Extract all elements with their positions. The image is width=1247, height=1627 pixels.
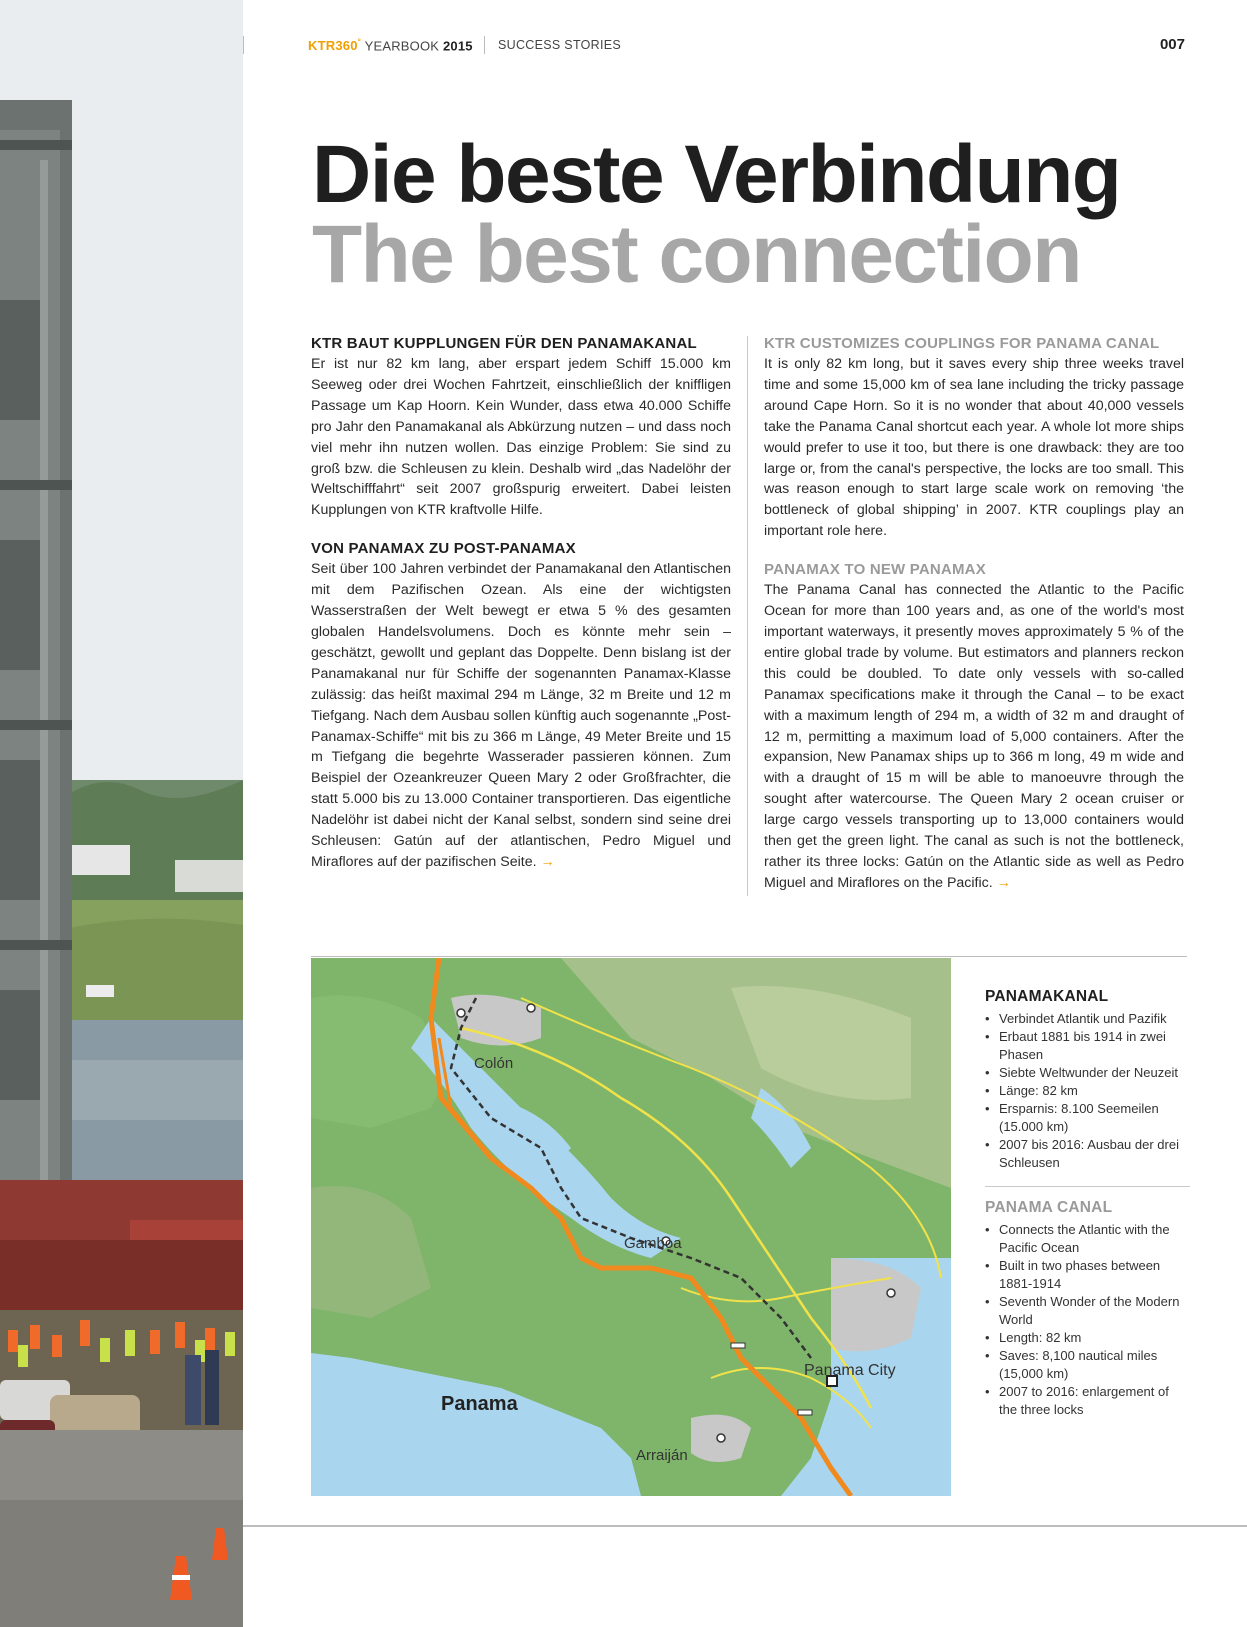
english-heading-2: PANAMAX TO NEW PANAMAX xyxy=(764,561,986,579)
german-paragraph-2: Seit über 100 Jahren verbindet der Panamakanal den Atlantischen mit dem Pazifischen Ozean. Als eine der wichtigsten Wasserstraßen der Welt bewegt er etwa 5 % des gesamten globalen Handelsvolumens. Doch es könnte mehr sein – geschätzt, gewollt und geplant das Doppelte. Denn bislang ist der Panamakanal nur für Schiffe der sogenannten Panamax-Klasse zulässig: das heißt maximal 294 m Länge, 32 m Breite und 12 m Tiefgang. Nach dem Ausbau sollen künftig auch sogenannte „Post-Panamax-Schiffe“ mit bis zu 366 m Länge, 49 Meter Breite und 15 m Tiefgang die begehrte Wasserader passieren können. Zum Beispiel der Ozeankreuzer Queen Mary 2 oder Großfrachter, die statt 5.000 bis zu 13.000 Container transportieren. Das eigentliche Nadelöhr ist dabei nicht der Kanal selbst, sondern sind seine drei Schleusen: Gatún auf der atlantischen, Pedro Miguel und Miraflores auf der pazifischen Seite. xyxy=(311,561,731,870)
brand-degree: ° xyxy=(357,38,362,47)
map-city-dot-colon xyxy=(457,1009,465,1017)
cover-photo xyxy=(0,0,243,1627)
page-number: 007 xyxy=(1159,36,1185,53)
english-paragraph-1: It is only 82 km long, but it saves every ship three weeks travel time and some 15,000 km of sea lane including the tricky passage around Cape Horn. So it is no wonder that about 40,000 vessels take the Panama Canal shortcut each year. A whole lot more ships would prefer to use it too, but there is one drawback: they are too large or, from the canal's perspective, the locks are too small. This was reason enough to start large scale work on removing ‘the bottleneck of global shipping’ in 2007. KTR couplings play an important role here. xyxy=(764,356,1184,540)
facts-sidebar xyxy=(985,988,1190,1419)
german-column xyxy=(311,334,731,873)
yearbook-brand xyxy=(308,38,473,53)
map-label-colon: Colón xyxy=(474,1055,514,1072)
map-label-arraijan: Arraiján xyxy=(636,1447,688,1464)
german-paragraph-2-wrap xyxy=(311,559,731,873)
list-item: • Connects the Atlantic with the Pacific Ocean xyxy=(985,1221,1190,1257)
map-lock-pedro-miguel xyxy=(731,1343,745,1348)
list-item: • Ersparnis: 8.100 Seemeilen (15.000 km) xyxy=(985,1100,1190,1136)
brand-year: 2015 xyxy=(443,38,473,54)
title-english: The best connection xyxy=(312,209,1081,300)
construction-site-illustration xyxy=(0,0,243,1627)
list-item: • Length: 82 km xyxy=(985,1329,1190,1347)
facts-list-german xyxy=(985,1010,1190,1172)
column-divider xyxy=(747,336,748,896)
list-item: • Siebte Weltwunder der Neuzeit xyxy=(985,1064,1190,1082)
english-paragraph-2-wrap xyxy=(764,580,1184,894)
map-label-panama: Panama xyxy=(441,1393,518,1415)
list-item: • Saves: 8,100 nautical miles (15,000 km) xyxy=(985,1347,1190,1383)
facts-list-english xyxy=(985,1221,1190,1419)
continue-arrow-icon[interactable]: → xyxy=(540,853,555,870)
facts-title-english: PANAMA CANAL xyxy=(985,1199,1113,1216)
panama-canal-map xyxy=(311,958,951,1496)
brand-ktr: KTR xyxy=(308,38,336,54)
brand-label: YEARBOOK xyxy=(364,38,440,54)
map-city-dot xyxy=(887,1289,895,1297)
list-item: • 2007 to 2016: enlargement of the three locks xyxy=(985,1383,1190,1419)
german-heading-1: KTR BAUT KUPPLUNGEN FÜR DEN PANAMAKANAL xyxy=(311,335,697,352)
header-divider xyxy=(484,36,485,54)
map-label-gamboa: Gamboa xyxy=(624,1235,682,1252)
english-column xyxy=(764,334,1184,894)
header-divider-left xyxy=(243,36,244,54)
section-label: SUCCESS STORIES xyxy=(498,38,622,52)
english-heading-1: KTR CUSTOMIZES COUPLINGS FOR PANAMA CANAL xyxy=(764,335,1160,352)
map-city-dot-arraijan xyxy=(717,1434,725,1442)
page-header xyxy=(243,0,1247,80)
facts-title-german: PANAMAKANAL xyxy=(985,988,1109,1005)
list-item: • Verbindet Atlantik und Pazifik xyxy=(985,1010,1190,1028)
list-item: • Built in two phases between 1881-1914 xyxy=(985,1257,1190,1293)
continue-arrow-icon[interactable]: → xyxy=(996,874,1011,891)
facts-divider xyxy=(985,1186,1190,1187)
map-label-panama-city: Panama City xyxy=(804,1362,896,1379)
list-item: • Länge: 82 km xyxy=(985,1082,1190,1100)
german-paragraph-1: Er ist nur 82 km lang, aber erspart jedem Schiff 15.000 km Seeweg oder drei Wochen Fahrtzeit, einschließlich der kniffligen Passage um Kap Hoorn. Kein Wunder, dass etwa 40.000 Schiffe pro Jahr den Panamakanal als Abkürzung nutzen – und dass noch viel mehr ihn nutzen wollen. Das einzige Problem: Sie sind zu groß bzw. die Schleusen zu klein. Deshalb wird „das Nadelöhr der Weltschifffahrt“ seit 2007 großspurig erweitert. Dabei leisten Kupplungen von KTR kraftvolle Hilfe. xyxy=(311,356,731,519)
list-item: • Erbaut 1881 bis 1914 in zwei Phasen xyxy=(985,1028,1190,1064)
map-city-dot xyxy=(527,1004,535,1012)
list-item: • Seventh Wonder of the Modern World xyxy=(985,1293,1190,1329)
map-lock-miraflores xyxy=(798,1410,812,1415)
brand-360: 360 xyxy=(335,38,358,54)
list-item: • 2007 bis 2016: Ausbau der drei Schleusen xyxy=(985,1136,1190,1172)
page-bottom-rule xyxy=(243,1525,1247,1527)
title-german: Die beste Verbindung xyxy=(312,129,1121,220)
map-top-rule xyxy=(311,956,1187,957)
map-illustration xyxy=(311,958,951,1496)
english-paragraph-2: The Panama Canal has connected the Atlantic to the Pacific Ocean for more than 100 years and, as one of the world's most important waterways, it presently moves approximately 5 % of the entire global trade by volume. But estimators and planners reckon this could be doubled. To date only vessels with so-called Panamax specifications make it through the Canal – to be exact with a maximum length of 294 m, a width of 32 m and draught of 12 m, permitting a maximum load of 5,000 containers. After the expansion, New Panamax ships up to 366 m long, 49 m wide and with a draught of 15 m will be able to manoeuvre through the sought after watercourse. The Queen Mary 2 ocean cruiser or large cargo vessels transporting up to 13,000 containers would then get the green light. The canal as such is not the bottleneck, rather its three locks: Gatún on the Atlantic side as well as Pedro Miguel and Miraflores on the Pacific. xyxy=(764,582,1184,891)
german-heading-2: VON PANAMAX ZU POST-PANAMAX xyxy=(311,540,576,558)
